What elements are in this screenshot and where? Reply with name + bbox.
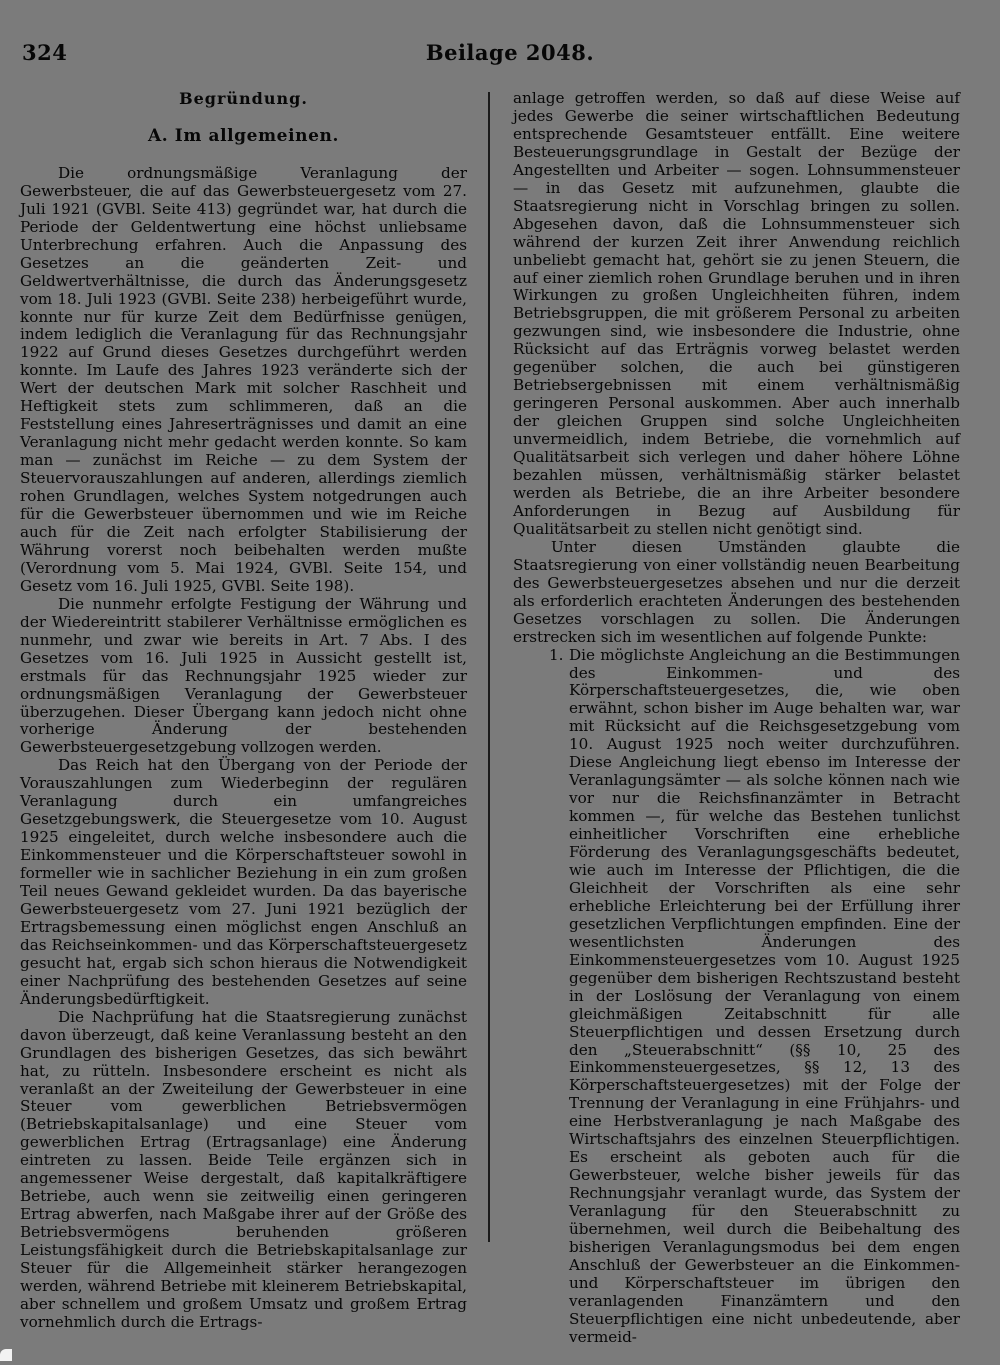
page-number: 324: [22, 40, 68, 65]
column-divider: [488, 92, 490, 1242]
list-item: [513, 647, 960, 1347]
right-column: [513, 89, 960, 1346]
list-item-text: Die möglichste Angleichung an die Bestimmungen des Einkommen- und des Körperschaftsteuergesetzes, die, wie oben erwähnt, schon bisher im Auge behalten war, war mit Rücksicht auf die Reichsgesetzgebung vom 10. August 1925 noch weiter durchzuführen. Diese Angleichung liegt ebenso im Interesse der Veranlagungsämter — als solche können nach wie vor nur die Reichsfinanzämter in Betracht kommen —, für welche das Bestehen tunlichst einheitlicher Vorschriften eine erhebliche Förderung des Veranlagungsgeschäfts bedeutet, wie auch im Interesse der Pflichtigen, die die Gleichheit der Vorschriften als eine sehr erhebliche Erleichterung bei der Erfüllung ihrer gesetzlichen Verpflichtungen empfinden. Eine der wesentlichsten Änderungen des Einkommensteuergesetzes vom 10. August 1925 gegenüber dem bisherigen Rechtszustand besteht in der Loslösung der Veranlagung von einem gleichmäßigen Zeitabschnitt für alle Steuerpflichtigen und dessen Ersetzung durch den „Steuerabschnitt“ (§§ 10, 25 des Einkommensteuergesetzes, §§ 12, 13 des Körperschaftsteuergesetzes) mit der Folge der Trennung der Veranlagung in eine Frühjahrs- und eine Herbstveranlagung je nach Maßgabe des Wirtschaftsjahrs des einzelnen Steuerpflichtigen. Es erscheint als geboten auch für die Gewerbsteuer, welche bisher jeweils für das Rechnungsjahr veranlagt wurde, das System der Veranlagung für den Steuerabschnitt zu übernehmen, weil durch die Beibehaltung des bisherigen Veranlagungsmodus bei dem engen Anschluß der Gewerbsteuer an die Einkommen- und Körperschaftsteuer im übrigen den veranlagenden Finanzämtern und den Steuerpflichtigen eine nicht unbedeutende, aber vermeid-: [569, 645, 960, 1346]
section-subheading: A. Im allgemeinen.: [147, 125, 340, 146]
list-item-number: 1.: [549, 645, 564, 664]
paragraph: Das Reich hat den Übergang von der Periode der Vorauszahlungen zum Wiederbeginn der regulären Veranlagung durch ein umfangreiches Gesetzgebungswerk, die Steuergesetze vom 10. August 1925 eingeleitet, durch welche insbesondere auch die Einkommensteuer und die Körperschaftsteuer sowohl in formeller wie in sachlicher Beziehung in ein zum großen Teil neues Gewand gekleidet wurden. Da das bayerische Gewerbsteuergesetz vom 27. Juni 1921 bezüglich der Ertragsbemessung einen möglichst engen Anschluß an das Reichseinkommen- und das Körperschaftsteuergesetz gesucht hat, ergab sich schon hieraus die Notwendigkeit einer Nachprüfung des bestehenden Gesetzes auf seine Änderungsbedürftigkeit.: [20, 756, 467, 1008]
paragraph: Unter diesen Umständen glaubte die Staatsregierung von einer vollständig neuen Bearbeitung des Gewerbsteuergesetzes absehen und nur die derzeit als erforderlich erachteten Änderungen des bestehenden Gesetzes vorschlagen zu sollen. Die Änderungen erstrecken sich im wesentlichen auf folgende Punkte:: [513, 537, 960, 646]
section-heading: Begründung.: [179, 89, 308, 108]
page-header: [20, 40, 980, 70]
paragraph-continuation: anlage getroffen werden, so daß auf diese Weise auf jedes Gewerbe die seiner wirtschaftlichen Bedeutung entsprechende Gesamtsteuer entfällt. Eine weitere Besteuerungsgrundlage in Gestalt der Bezüge der Angestellten und Arbeiter — sogen. Lohnsummensteuer — in das Gesetz mit aufzunehmen, glaubte die Staatsregierung nicht in Vorschlag bringen zu sollen. Abgesehen davon, daß die Lohnsummensteuer sich während der kurzen Zeit ihrer Anwendung reichlich unbeliebt gemacht hat, gehört sie zu jenen Steuern, die auf einer ziemlich rohen Grundlage beruhen und in ihren Wirkungen zu großen Ungleichheiten führen, indem Betriebsgruppen, die mit größerem Personal zu arbeiten gezwungen sind, wie insbesondere die Industrie, ohne Rücksicht auf das Erträgnis vorweg belastet werden gegenüber solchen, die auch bei günstigeren Betriebsergebnissen mit einem verhältnismäßig geringeren Personal auskommen. Aber auch innerhalb der gleichen Gruppen sind solche Ungleichheiten unvermeidlich, indem Betriebe, die vornehmlich auf Qualitätsarbeit sich verlegen und daher höhere Löhne bezahlen müssen, verhältnismäßig stärker belastet werden als Betriebe, die an ihre Arbeiter besondere Anforderungen in Bezug auf Ausbildung für Qualitätsarbeit zu stellen nicht genötigt sind.: [513, 89, 960, 538]
scan-corner-mark: [0, 1349, 12, 1361]
paragraph: Die nunmehr erfolgte Festigung der Währung und der Wiedereintritt stabilerer Verhältnisse ermöglichen es nunmehr, und zwar wie bereits in Art. 7 Abs. I des Gesetzes vom 16. Juli 1925 in Aussicht gestellt ist, erstmals für das Rechnungsjahr 1925 wieder zur ordnungsmäßigen Veranlagung der Gewerbsteuer überzugehen. Dieser Übergang kann jedoch nicht ohne vorherige Änderung der bestehenden Gewerbsteuergesetzgebung vollzogen werden.: [20, 594, 467, 757]
left-column: [20, 89, 467, 1331]
running-title: Beilage 2048.: [425, 40, 595, 65]
paragraph: Die Nachprüfung hat die Staatsregierung zunächst davon überzeugt, daß keine Veranlassung besteht an den Grundlagen des bisherigen Gesetzes, das sich bewährt hat, zu rütteln. Insbesondere erscheint es nicht als veranlaßt an der Zweiteilung der Gewerbsteuer in eine Steuer vom gewerblichen Betriebsvermögen (Betriebskapitalsanlage) und eine Steuer vom gewerblichen Ertrag (Ertragsanlage) eine Änderung eintreten zu lassen. Beide Teile ergänzen sich in angemessener Weise dergestalt, daß kapitalkräftigere Betriebe, auch wenn sie zeitweilig einen geringeren Ertrag abwerfen, nach Maßgabe ihrer auf der Größe des Betriebsvermögens beruhenden größeren Leistungsfähigkeit durch die Betriebskapitalsanlage zur Steuer für die Allgemeinheit stärker herangezogen werden, während Betriebe mit kleinerem Betriebskapital, aber schnellem und großem Umsatz und großem Ertrag vornehmlich durch die Ertrags-: [20, 1007, 467, 1331]
paragraph: Die ordnungsmäßige Veranlagung der Gewerbsteuer, die auf das Gewerbsteuergesetz vom 27. Juli 1921 (GVBl. Seite 413) gegründet war, hat durch die Periode der Geldentwertung eine höchst unliebsame Unterbrechung erfahren. Auch die Anpassung des Gesetzes an die geänderten Zeit- und Geldwertverhältnisse, die durch das Änderungsgesetz vom 18. Juli 1923 (GVBl. Seite 238) herbeigeführt wurde, konnte nur für kurze Zeit dem Bedürfnisse genügen, indem lediglich die Veranlagung für das Rechnungsjahr 1922 auf Grund dieses Gesetzes durchgeführt werden konnte. Im Laufe des Jahres 1923 veränderte sich der Wert der deutschen Mark mit solcher Raschheit und Heftigkeit stets zum schlimmeren, daß an die Feststellung eines Jahreserträgnisses und damit an eine Veranlagung nicht mehr gedacht werden konnte. So kam man — zunächst im Reiche — zu dem System der Steuervorauszahlungen auf anderen, allerdings ziemlich rohen Grundlagen, welches System notgedrungen auch für die Gewerbsteuer übernommen und wie im Reiche auch für die Zeit nach erfolgter Stabilisierung der Währung vorerst noch beibehalten werden mußte (Verordnung vom 5. Mai 1924, GVBl. Seite 154, und Gesetz vom 16. Juli 1925, GVBl. Seite 198).: [20, 163, 467, 595]
